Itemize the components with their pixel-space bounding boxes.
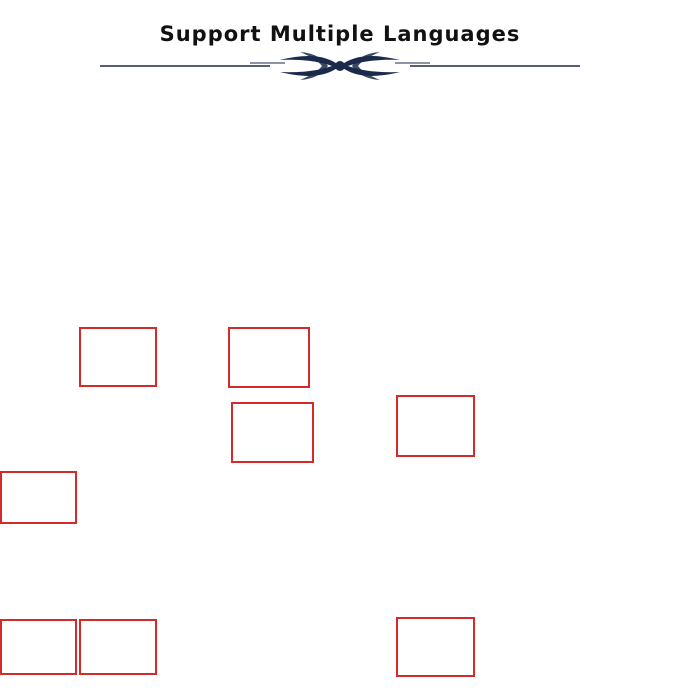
language-column <box>228 84 311 700</box>
language-column <box>556 84 620 700</box>
language-column <box>79 84 156 700</box>
language-column <box>620 84 700 700</box>
language-column <box>396 84 492 700</box>
header <box>0 0 700 84</box>
page-title: Support Multiple Languages <box>159 22 521 46</box>
ornament-divider-icon <box>100 50 580 82</box>
language-column <box>156 84 228 700</box>
language-column <box>0 84 79 700</box>
language-column <box>311 84 396 700</box>
language-grid <box>0 84 700 700</box>
language-column <box>492 84 556 700</box>
